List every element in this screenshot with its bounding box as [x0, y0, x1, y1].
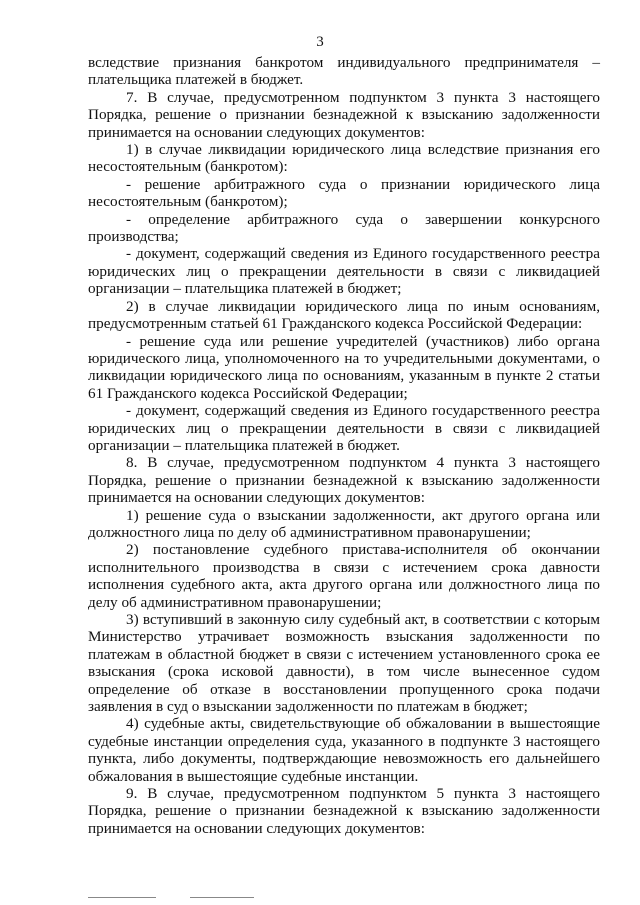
document-body: [88, 54, 600, 837]
paragraph: 1) решение суда о взыскании задолженности, акт другого органа или должностного лица по делу об административном правонарушении;: [88, 506, 600, 541]
paragraph: 4) судебные акты, свидетельствующие об обжаловании в вышестоящие судебные инстанции определения суда, указанного в подпункте 3 настоящего пункта, либо документы, подтверждающие невозможность его дальнейшего обжалования в вышестоящие судебные инстанции.: [88, 715, 600, 785]
paragraph: 2) постановление судебного пристава-исполнителя об окончании исполнительного производства в связи с истечением срока давности исполнения судебного акта, акта другого органа или должностного лица по делу об административном правонарушении;: [88, 541, 600, 611]
paragraph: - документ, содержащий сведения из Единого государственного реестра юридических лиц о прекращении деятельности в связи с ликвидацией организации – плательщика платежей в бюджет.: [88, 402, 600, 454]
paragraph: вследствие признания банкротом индивидуального предпринимателя – плательщика платежей в бюджет.: [88, 54, 600, 89]
paragraph: 7. В случае, предусмотренном подпунктом 3 пункта 3 настоящего Порядка, решение о признании безнадежной к взысканию задолженности принимается на основании следующих документов:: [88, 88, 600, 141]
footer-rule-left: [88, 897, 156, 898]
paragraph: 8. В случае, предусмотренном подпунктом 4 пункта 3 настоящего Порядка, решение о признании безнадежной к взысканию задолженности принимается на основании следующих документов:: [88, 454, 600, 507]
paragraph: 1) в случае ликвидации юридического лица вследствие признания его несостоятельным (банкротом):: [88, 141, 600, 176]
page-number: 3: [316, 34, 324, 50]
paragraph: - решение суда или решение учредителей (участников) либо органа юридического лица, уполномоченного на то учредительными документами, о ликвидации юридического лица по основаниям, указанным в пункте 2 статьи 61 Гражданского кодекса Российской Федерации;: [88, 332, 600, 402]
paragraph: 2) в случае ликвидации юридического лица по иным основаниям, предусмотренным статьей 61 Гражданского кодекса Российской Федерации:: [88, 297, 600, 333]
paragraph: 9. В случае, предусмотренном подпунктом 5 пункта 3 настоящего Порядка, решение о признании безнадежной к взысканию задолженности принимается на основании следующих документов:: [88, 785, 600, 837]
paragraph: 3) вступивший в законную силу судебный акт, в соответствии с которым Министерство утрачивает возможность взыскания задолженности по платежам в областной бюджет в связи с истечением установленного срока ее взыскания (срока исковой давности), в том числе вынесенное судом определение об отказе в восстановлении пропущенного срока подачи заявления в суд о взыскании задолженности по платежам в бюджет;: [88, 611, 600, 716]
footer-rule-right: [190, 897, 254, 898]
paragraph: - документ, содержащий сведения из Единого государственного реестра юридических лиц о прекращении деятельности в связи с ликвидацией организации – плательщика платежей в бюджет;: [88, 245, 600, 298]
paragraph: - решение арбитражного суда о признании юридического лица несостоятельным (банкротом);: [88, 175, 600, 211]
paragraph: - определение арбитражного суда о завершении конкурсного производства;: [88, 210, 600, 246]
